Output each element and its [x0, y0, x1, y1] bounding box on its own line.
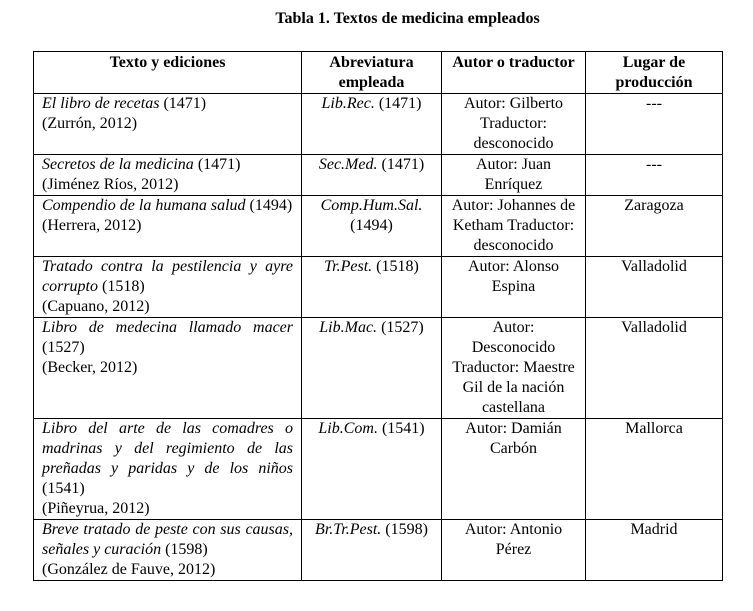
text-cell — [34, 419, 302, 520]
abbr-cell — [302, 318, 442, 419]
table-row — [34, 196, 723, 257]
table-row — [34, 318, 723, 419]
abbr-year: (1598) — [381, 521, 428, 538]
author-cell: Autor: Gilberto Traductor: desconocido — [442, 94, 586, 155]
text-title: Libro del arte de las comadres o madrinas y del regimiento de las preñadas y paridas y de los niños — [42, 420, 293, 477]
author-cell: Autor: Juan Enríquez — [442, 155, 586, 196]
text-title: Secretos de la medicina — [42, 156, 194, 173]
abbr-cell — [302, 419, 442, 520]
text-edition: (González de Fauve, 2012) — [42, 561, 216, 578]
author-cell: Autor: Damián Carbón — [442, 419, 586, 520]
abbr-cell — [302, 155, 442, 196]
table-row — [34, 94, 723, 155]
header-author: Autor o traductor — [442, 52, 586, 94]
abbr-text: Lib.Rec. — [321, 95, 375, 112]
text-edition: (Herrera, 2012) — [42, 217, 142, 234]
author-cell: Autor: Johannes de Ketham Traductor: desconocido — [442, 196, 586, 257]
text-edition: (Becker, 2012) — [42, 359, 138, 376]
text-title: El libro de recetas — [42, 95, 160, 112]
text-edition: (Jiménez Ríos, 2012) — [42, 176, 179, 193]
abbr-text: Sec.Med. — [318, 156, 378, 173]
text-edition: (Capuano, 2012) — [42, 298, 150, 315]
text-cell — [34, 318, 302, 419]
text-year: (1598) — [161, 541, 208, 558]
author-cell: Autor: Alonso Espina — [442, 257, 586, 318]
abbr-text: Comp.Hum.Sal. — [320, 197, 423, 214]
abbr-year: (1471) — [377, 156, 425, 173]
medical-texts-table — [33, 51, 723, 581]
text-edition: (Zurrón, 2012) — [42, 115, 138, 132]
text-title: Libro de medecina llamado macer — [42, 319, 293, 336]
abbr-text: Br.Tr.Pest. — [315, 521, 382, 538]
header-text: Texto y ediciones — [34, 52, 302, 94]
table-title: Tabla 1. Textos de medicina empleados — [275, 10, 540, 27]
table-row — [34, 419, 723, 520]
abbr-year: (1518) — [372, 258, 419, 275]
place-cell: Valladolid — [586, 257, 723, 318]
text-year: (1494) — [245, 197, 293, 214]
header-place: Lugar de producción — [586, 52, 723, 94]
text-year: (1527) — [42, 339, 85, 356]
header-abbr: Abreviatura empleada — [302, 52, 442, 94]
text-cell — [34, 94, 302, 155]
abbr-cell — [302, 94, 442, 155]
place-cell: Zaragoza — [586, 196, 723, 257]
text-year: (1471) — [159, 95, 207, 112]
place-cell: Valladolid — [586, 318, 723, 419]
text-title: Breve tratado de peste con sus causas, señales y curación — [42, 521, 293, 558]
abbr-cell — [302, 520, 442, 581]
text-year: (1471) — [193, 156, 241, 173]
table-row — [34, 257, 723, 318]
abbr-year: (1494) — [350, 217, 393, 234]
text-title: Tratado contra la pestilencia y ayre corrupto — [42, 258, 293, 295]
text-edition: (Piñeyrua, 2012) — [42, 500, 150, 517]
abbr-cell — [302, 196, 442, 257]
text-cell — [34, 257, 302, 318]
place-cell: --- — [586, 94, 723, 155]
text-cell — [34, 196, 302, 257]
text-title: Compendio de la humana salud — [42, 197, 246, 214]
abbr-year: (1527) — [377, 319, 424, 336]
table-row — [34, 155, 723, 196]
abbr-text: Lib.Com. — [318, 420, 378, 437]
abbr-year: (1471) — [374, 95, 422, 112]
text-cell — [34, 520, 302, 581]
place-cell: Madrid — [586, 520, 723, 581]
text-year: (1518) — [98, 278, 145, 295]
author-cell: Autor: Antonio Pérez — [442, 520, 586, 581]
place-cell: Mallorca — [586, 419, 723, 520]
text-year: (1541) — [42, 480, 85, 497]
author-cell: Autor: Desconocido Traductor: Maestre Gil de la nación castellana — [442, 318, 586, 419]
table-row — [34, 520, 723, 581]
abbr-text: Lib.Mac. — [319, 319, 378, 336]
text-cell — [34, 155, 302, 196]
table-header-row — [34, 52, 723, 94]
abbr-cell — [302, 257, 442, 318]
abbr-year: (1541) — [377, 420, 425, 437]
abbr-text: Tr.Pest. — [324, 258, 373, 275]
place-cell: --- — [586, 155, 723, 196]
